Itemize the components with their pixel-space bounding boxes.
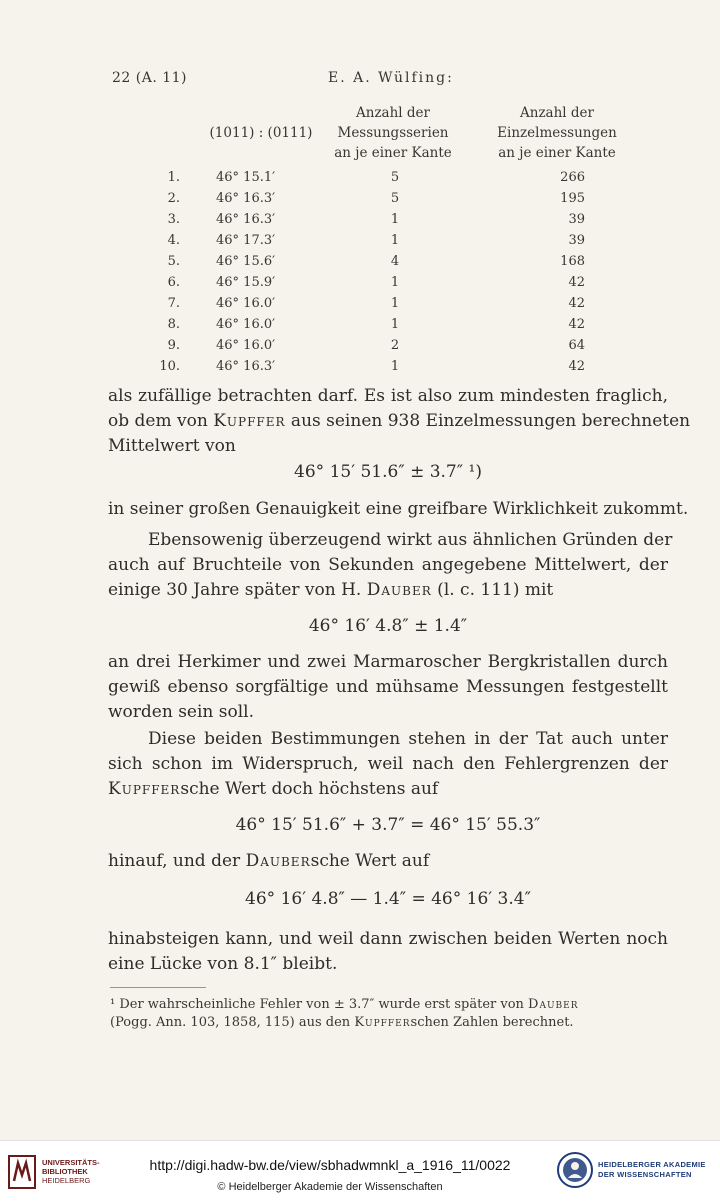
formula: 46° 16′ 4.8″ — 1.4″ = 46° 16′ 3.4″ (245, 889, 531, 909)
text-line: Diese beiden Bestimmungen stehen in der Tat auch unter (148, 729, 668, 749)
table-row: 6. 46° 15.9′ 1 42 (167, 275, 585, 290)
text-line: eine Lücke von 8.1″ bleibt. (108, 954, 338, 974)
page-number: 22 (A. 11) (112, 70, 188, 86)
text-line: in seiner großen Genauigkeit eine greifbare Wirklichkeit zukommt. (108, 499, 689, 519)
column-header-series: Anzahl der Messungsserien an je einer Kante (334, 105, 452, 161)
text-line: sich schon im Widerspruch, weil nach den Fehlergrenzen der (108, 754, 668, 774)
text-line: worden sein soll. (108, 702, 255, 722)
text-line: auch auf Bruchteile von Sekunden angegebene Mittelwert, der (108, 555, 668, 575)
text-line: als zufällige betrachten darf. Es ist also zum mindesten fraglich, (108, 386, 668, 406)
formula: 46° 15′ 51.6″ + 3.7″ = 46° 15′ 55.3″ (235, 815, 541, 835)
table-row: 7. 46° 16.0′ 1 42 (167, 296, 585, 311)
viewer-footer (0, 1140, 720, 1202)
table-row: 5. 46° 15.6′ 4 168 (167, 254, 585, 269)
table-row: 9. 46° 16.0′ 2 64 (167, 338, 585, 353)
formula: 46° 15′ 51.6″ ± 3.7″ ¹) (294, 462, 482, 482)
footnote-line: (Pogg. Ann. 103, 1858, 115) aus den Kupfferschen Zahlen berechnet. (110, 1015, 574, 1030)
footnote-line: ¹ Der wahrscheinliche Fehler von ± 3.7″ wurde erst später von Dauber (110, 997, 579, 1012)
formula: 46° 16′ 4.8″ ± 1.4″ (308, 616, 468, 636)
text-line: Kupffersche Wert doch höchstens auf (108, 779, 439, 799)
text-line: hinauf, und der Daubersche Wert auf (108, 851, 430, 871)
academy-logo[interactable]: HEIDELBERGER AKADEMIE DER WISSENSCHAFTEN (552, 1151, 714, 1193)
column-header-single: Anzahl der Einzelmessungen an je einer Kante (497, 105, 617, 161)
academy-seal-icon (556, 1151, 594, 1189)
text-line: hinabsteigen kann, und weil dann zwischen beiden Werten noch (108, 929, 668, 949)
text-line: Mittelwert von (108, 436, 236, 456)
footnote-divider (110, 987, 206, 988)
table-row: 2. 46° 16.3′ 5 195 (167, 191, 585, 206)
text-line: Ebensowenig überzeugend wirkt aus ähnlichen Gründen der (148, 530, 673, 550)
text-line: gewiß ebenso sorgfältige und mühsame Messungen festgestellt (108, 677, 668, 697)
column-header-angle: (1011) : (0111) (209, 125, 313, 141)
footnote (110, 996, 670, 1032)
text-line: ob dem von Kupffer aus seinen 938 Einzelmessungen berechneten (108, 411, 691, 431)
table-row: 3. 46° 16.3′ 1 39 (167, 212, 585, 227)
university-library-logo[interactable]: UNIVERSITÄTS- BIBLIOTHEK HEIDELBERG (8, 1155, 118, 1191)
table-row: 8. 46° 16.0′ 1 42 (167, 317, 585, 332)
text-line: an drei Herkimer und zwei Marmaroscher Bergkristallen durch (108, 652, 668, 672)
table-row: 1. 46° 15.1′ 5 266 (167, 170, 585, 185)
table-row: 4. 46° 17.3′ 1 39 (167, 233, 585, 248)
table-row: 10. 46° 16.3′ 1 42 (159, 359, 585, 374)
running-author: E. A. Wülfing: (328, 70, 454, 86)
text-line: einige 30 Jahre später von H. Dauber (l. c. 111) mit (108, 580, 554, 600)
library-emblem-icon (8, 1155, 36, 1189)
copyright-notice: © Heidelberger Akademie der Wissenschaften (217, 1181, 443, 1193)
permalink-url[interactable]: http://digi.hadw-bw.de/view/sbhadwmnkl_a_1916_11/0022 (149, 1157, 511, 1173)
